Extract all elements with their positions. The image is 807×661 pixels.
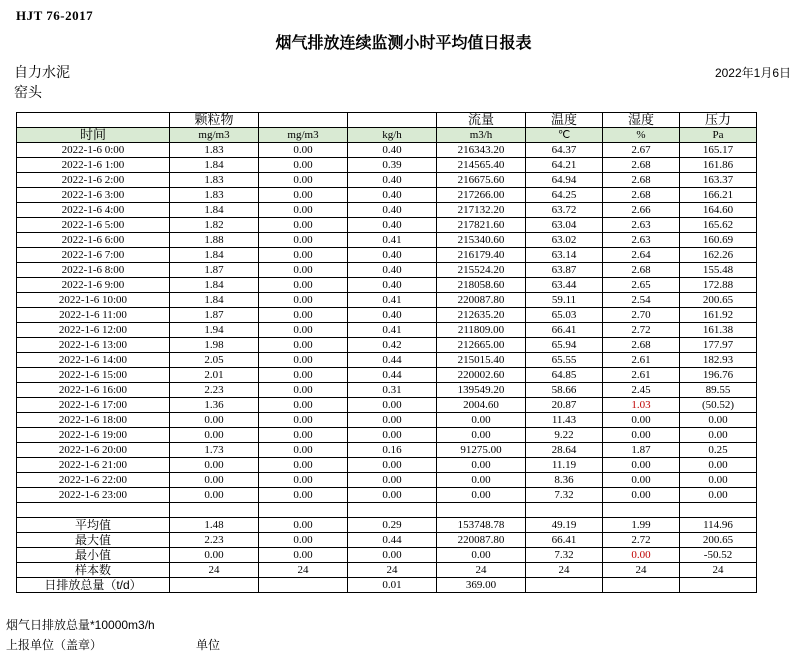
cell-value: 0.41 [348,293,437,308]
cell-value: 0.00 [170,488,259,503]
cell-value: 11.43 [526,413,603,428]
cell-value: (50.52) [680,398,757,413]
cell-value: 2.05 [170,353,259,368]
cell-value: 9.22 [526,428,603,443]
cell-value: 0.00 [170,458,259,473]
cell-value: 160.69 [680,233,757,248]
param-header-cell-4: 流量 [437,113,526,128]
cell-value: 0.00 [259,233,348,248]
cell-time: 2022-1-6 14:00 [17,353,170,368]
cell-time: 2022-1-6 13:00 [17,338,170,353]
cell-value: 1.84 [170,203,259,218]
footnote-unit: 单位 [196,638,221,652]
cell-value: 165.62 [680,218,757,233]
cell-value: 0.00 [437,428,526,443]
cell-value: 0.00 [348,488,437,503]
cell-value: 0.00 [348,398,437,413]
page-title: 烟气排放连续监测小时平均值日报表 [275,35,532,52]
table-row [17,473,757,488]
table-row [17,323,757,338]
summary-value: 369.00 [437,578,526,593]
summary-label: 日排放总量（t/d） [17,578,170,593]
workshop-name: 窑头 [14,84,42,100]
cell-value: 0.00 [437,413,526,428]
cell-value: 1.84 [170,278,259,293]
cell-value: 0.00 [259,473,348,488]
cell-time: 2022-1-6 17:00 [17,398,170,413]
table-row [17,413,757,428]
cell-value: 162.26 [680,248,757,263]
cell-value: 0.00 [259,248,348,263]
cell-value: 63.14 [526,248,603,263]
cell-value: 1.83 [170,143,259,158]
table-row [17,368,757,383]
cell-value: 0.00 [259,428,348,443]
cell-value: 2.65 [603,278,680,293]
summary-label: 最大值 [17,533,170,548]
cell-time: 2022-1-6 6:00 [17,233,170,248]
cell-value: 215015.40 [437,353,526,368]
cell-value: 0.00 [259,278,348,293]
cell-value: 212665.00 [437,338,526,353]
table-header-parameters [17,113,757,128]
cell-value: 63.44 [526,278,603,293]
param-header-cell-3 [348,113,437,128]
cell-time: 2022-1-6 15:00 [17,368,170,383]
table-row [17,398,757,413]
cell-value: 211809.00 [437,323,526,338]
cell-value: 0.00 [259,368,348,383]
cell-value: 0.44 [348,368,437,383]
table-row [17,188,757,203]
summary-value: 0.00 [259,548,348,563]
cell-value: 0.00 [437,473,526,488]
cell-value: 139549.20 [437,383,526,398]
cell-value: 64.85 [526,368,603,383]
cell-value: 1.98 [170,338,259,353]
summary-value: 2.72 [603,533,680,548]
summary-value: 1.99 [603,518,680,533]
cell-time: 2022-1-6 5:00 [17,218,170,233]
cell-value: 0.00 [680,473,757,488]
cell-time: 2022-1-6 11:00 [17,308,170,323]
spacer-cell [437,503,526,518]
cell-value: 0.00 [170,473,259,488]
summary-value [526,578,603,593]
cell-time: 2022-1-6 16:00 [17,383,170,398]
param-header-cell-6: 湿度 [603,113,680,128]
cell-value: 0.00 [680,413,757,428]
column-header-unit-6: % [603,128,680,143]
cell-value: 64.37 [526,143,603,158]
cell-value: 0.00 [259,488,348,503]
summary-row [17,578,757,593]
cell-value: 2.72 [603,323,680,338]
cell-value: 0.40 [348,188,437,203]
cell-value: 0.00 [259,308,348,323]
column-header-unit-7: Pa [680,128,757,143]
column-header-unit-3: kg/h [348,128,437,143]
cell-value: 0.00 [259,338,348,353]
table-row [17,443,757,458]
cell-value: 0.00 [680,488,757,503]
summary-value: 0.00 [603,548,680,563]
cell-value: 2.68 [603,263,680,278]
summary-value: 24 [259,563,348,578]
table-row [17,488,757,503]
cell-value: 0.00 [603,458,680,473]
summary-value: 114.96 [680,518,757,533]
cell-value: 161.86 [680,158,757,173]
cell-value: 0.41 [348,233,437,248]
cell-value: 218058.60 [437,278,526,293]
cell-value: 2.01 [170,368,259,383]
cell-value: 2.45 [603,383,680,398]
cell-value: 1.87 [170,308,259,323]
cell-value: 165.17 [680,143,757,158]
cell-value: 1.03 [603,398,680,413]
cell-value: 2.70 [603,308,680,323]
cell-time: 2022-1-6 19:00 [17,428,170,443]
cell-value: 155.48 [680,263,757,278]
cell-value: 0.00 [259,323,348,338]
summary-value [680,578,757,593]
cell-value: 217266.00 [437,188,526,203]
cell-value: 2.68 [603,158,680,173]
summary-value: 24 [603,563,680,578]
table-row [17,428,757,443]
cell-value: 0.00 [170,413,259,428]
cell-value: 0.00 [259,263,348,278]
column-header-unit-1: mg/m3 [170,128,259,143]
summary-value: 24 [437,563,526,578]
cell-value: 65.94 [526,338,603,353]
summary-value: 2.23 [170,533,259,548]
cell-value: 1.73 [170,443,259,458]
spacer-cell [603,503,680,518]
spacer-cell [348,503,437,518]
cell-value: 217821.60 [437,218,526,233]
summary-value: 0.00 [348,548,437,563]
cell-value: 0.00 [259,398,348,413]
cell-value: 182.93 [680,353,757,368]
cell-time: 2022-1-6 18:00 [17,413,170,428]
cell-value: 63.87 [526,263,603,278]
hourly-average-table [16,112,757,593]
cell-value: 63.04 [526,218,603,233]
cell-value: 64.94 [526,173,603,188]
summary-row [17,533,757,548]
summary-value: 24 [170,563,259,578]
cell-value: 63.02 [526,233,603,248]
cell-value: 0.00 [603,413,680,428]
table-row [17,263,757,278]
table-row [17,353,757,368]
cell-value: 215340.60 [437,233,526,248]
summary-row [17,548,757,563]
cell-value: 0.00 [259,143,348,158]
cell-value: 1.84 [170,293,259,308]
cell-value: 2.68 [603,173,680,188]
cell-value: 172.88 [680,278,757,293]
cell-value: 1.87 [170,263,259,278]
cell-value: 0.40 [348,218,437,233]
cell-value: 8.36 [526,473,603,488]
spacer-cell [17,503,170,518]
cell-value: 177.97 [680,338,757,353]
cell-value: 1.84 [170,248,259,263]
cell-value: 0.00 [348,458,437,473]
cell-value: 0.00 [259,173,348,188]
cell-value: 0.00 [259,458,348,473]
spacer-cell [170,503,259,518]
cell-value: 0.00 [259,158,348,173]
cell-value: 214565.40 [437,158,526,173]
cell-value: 216343.20 [437,143,526,158]
summary-value: 0.29 [348,518,437,533]
summary-value: 0.00 [170,548,259,563]
cell-value: 212635.20 [437,308,526,323]
cell-time: 2022-1-6 1:00 [17,158,170,173]
cell-time: 2022-1-6 21:00 [17,458,170,473]
cell-value: 0.40 [348,308,437,323]
cell-time: 2022-1-6 10:00 [17,293,170,308]
cell-value: 1.82 [170,218,259,233]
cell-value: 59.11 [526,293,603,308]
cell-value: 2.54 [603,293,680,308]
cell-value: 2.68 [603,338,680,353]
cell-time: 2022-1-6 0:00 [17,143,170,158]
cell-value: 0.00 [603,488,680,503]
summary-value: 0.01 [348,578,437,593]
cell-value: 0.40 [348,173,437,188]
cell-value: 1.84 [170,158,259,173]
cell-time: 2022-1-6 9:00 [17,278,170,293]
cell-time: 2022-1-6 7:00 [17,248,170,263]
cell-value: 2.63 [603,218,680,233]
cell-value: 161.92 [680,308,757,323]
cell-value: 2.67 [603,143,680,158]
cell-value: 166.21 [680,188,757,203]
table-row [17,173,757,188]
column-header-unit-4: m3/h [437,128,526,143]
column-header-time: 时间 [17,128,170,143]
cell-value: 196.76 [680,368,757,383]
cell-value: 63.72 [526,203,603,218]
summary-value: 66.41 [526,533,603,548]
summary-value: -50.52 [680,548,757,563]
cell-value: 65.55 [526,353,603,368]
summary-label: 样本数 [17,563,170,578]
table-row [17,458,757,473]
cell-value: 0.41 [348,323,437,338]
table-header-time [17,128,757,143]
table-row [17,143,757,158]
cell-value: 0.00 [259,383,348,398]
cell-value: 1.83 [170,188,259,203]
summary-label: 平均值 [17,518,170,533]
company-name: 自力水泥 [14,64,70,80]
cell-value: 1.94 [170,323,259,338]
cell-value: 28.64 [526,443,603,458]
cell-value: 216179.40 [437,248,526,263]
cell-value: 1.87 [603,443,680,458]
table-row [17,203,757,218]
cell-value: 2.63 [603,233,680,248]
summary-value: 7.32 [526,548,603,563]
cell-value: 0.44 [348,353,437,368]
cell-value: 0.00 [259,203,348,218]
cell-value: 65.03 [526,308,603,323]
cell-value: 66.41 [526,323,603,338]
summary-value [259,578,348,593]
summary-value: 220087.80 [437,533,526,548]
cell-value: 2.61 [603,368,680,383]
spacer-row [17,503,757,518]
spacer-cell [680,503,757,518]
cell-value: 0.40 [348,263,437,278]
footnote-reporting-unit: 上报单位（盖章） [6,638,103,652]
cell-value: 0.16 [348,443,437,458]
cell-time: 2022-1-6 20:00 [17,443,170,458]
cell-value: 0.39 [348,158,437,173]
cell-value: 2.61 [603,353,680,368]
cell-value: 0.40 [348,143,437,158]
cell-time: 2022-1-6 2:00 [17,173,170,188]
summary-value: 0.00 [259,533,348,548]
cell-value: 58.66 [526,383,603,398]
standard-code: HJT 76-2017 [16,8,94,23]
summary-value: 153748.78 [437,518,526,533]
cell-value: 0.00 [680,458,757,473]
cell-value: 1.83 [170,173,259,188]
param-header-cell-0 [17,113,170,128]
cell-value: 216675.60 [437,173,526,188]
cell-value: 217132.20 [437,203,526,218]
cell-value: 0.00 [603,473,680,488]
cell-time: 2022-1-6 4:00 [17,203,170,218]
cell-value: 0.00 [259,188,348,203]
summary-value: 49.19 [526,518,603,533]
cell-value: 91275.00 [437,443,526,458]
table-row [17,248,757,263]
table-row [17,218,757,233]
summary-value: 24 [680,563,757,578]
cell-value: 0.00 [680,428,757,443]
param-header-cell-1: 颗粒物 [170,113,259,128]
summary-label: 最小值 [17,548,170,563]
cell-value: 0.25 [680,443,757,458]
param-header-cell-2 [259,113,348,128]
cell-value: 2.23 [170,383,259,398]
cell-value: 0.00 [603,428,680,443]
table-row [17,233,757,248]
summary-value: 200.65 [680,533,757,548]
cell-value: 89.55 [680,383,757,398]
cell-value: 215524.20 [437,263,526,278]
summary-value: 0.00 [259,518,348,533]
summary-value: 24 [348,563,437,578]
spacer-cell [526,503,603,518]
table-row [17,338,757,353]
cell-time: 2022-1-6 8:00 [17,263,170,278]
cell-value: 7.32 [526,488,603,503]
cell-time: 2022-1-6 3:00 [17,188,170,203]
cell-value: 11.19 [526,458,603,473]
cell-value: 0.40 [348,248,437,263]
cell-time: 2022-1-6 12:00 [17,323,170,338]
summary-value: 0.44 [348,533,437,548]
cell-value: 64.21 [526,158,603,173]
cell-value: 164.60 [680,203,757,218]
cell-time: 2022-1-6 23:00 [17,488,170,503]
summary-value: 1.48 [170,518,259,533]
cell-value: 0.00 [259,443,348,458]
cell-value: 0.00 [437,458,526,473]
cell-value: 161.38 [680,323,757,338]
cell-value: 0.00 [259,353,348,368]
cell-time: 2022-1-6 22:00 [17,473,170,488]
cell-value: 64.25 [526,188,603,203]
cell-value: 2.68 [603,188,680,203]
cell-value: 0.00 [259,218,348,233]
spacer-cell [259,503,348,518]
param-header-cell-7: 压力 [680,113,757,128]
cell-value: 0.00 [348,428,437,443]
footnote-total-emission: 烟气日排放总量*10000m3/h [6,618,155,632]
cell-value: 163.37 [680,173,757,188]
cell-value: 2.66 [603,203,680,218]
cell-value: 0.42 [348,338,437,353]
cell-value: 0.40 [348,203,437,218]
cell-value: 0.31 [348,383,437,398]
cell-value: 20.87 [526,398,603,413]
summary-value [603,578,680,593]
cell-value: 220002.60 [437,368,526,383]
column-header-unit-2: mg/m3 [259,128,348,143]
cell-value: 0.00 [437,488,526,503]
summary-row [17,518,757,533]
cell-value: 0.00 [259,413,348,428]
table-row [17,158,757,173]
table-row [17,308,757,323]
cell-value: 0.00 [348,473,437,488]
param-header-cell-5: 温度 [526,113,603,128]
cell-value: 0.00 [170,428,259,443]
table-row [17,278,757,293]
summary-value: 24 [526,563,603,578]
column-header-unit-5: ℃ [526,128,603,143]
summary-row [17,563,757,578]
cell-value: 1.88 [170,233,259,248]
cell-value: 2004.60 [437,398,526,413]
summary-value [170,578,259,593]
table-row [17,383,757,398]
cell-value: 0.40 [348,278,437,293]
table-row [17,293,757,308]
cell-value: 200.65 [680,293,757,308]
cell-value: 0.00 [259,293,348,308]
summary-value: 0.00 [437,548,526,563]
cell-value: 220087.80 [437,293,526,308]
cell-value: 2.64 [603,248,680,263]
report-date: 2022年1月6日 [714,66,791,80]
cell-value: 1.36 [170,398,259,413]
cell-value: 0.00 [348,413,437,428]
